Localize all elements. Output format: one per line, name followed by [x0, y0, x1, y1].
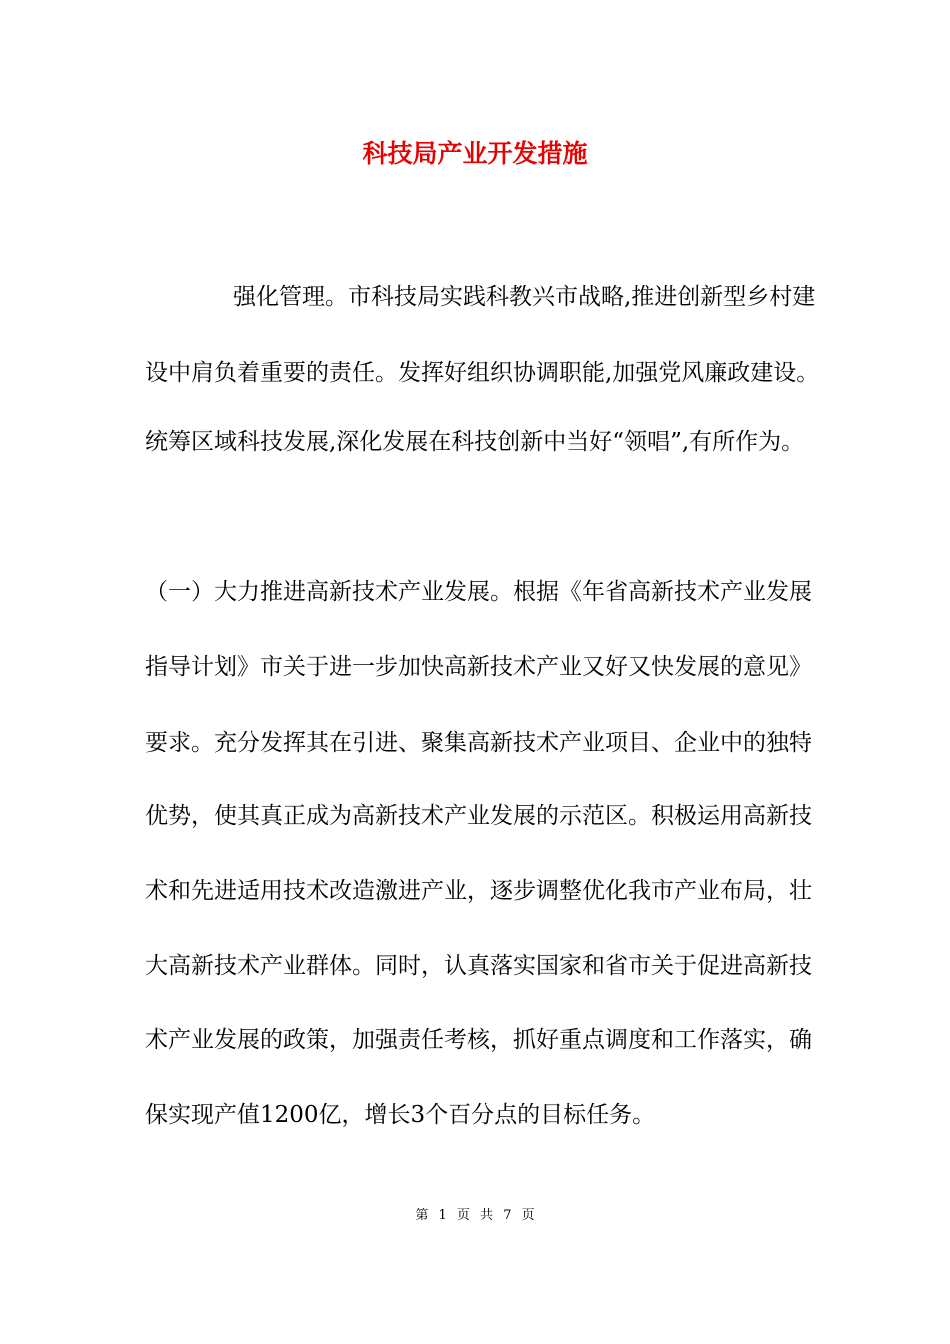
page-footer: 第 1 页 共 7 页 [415, 1208, 535, 1223]
paragraph-line: 设中肩负着重要的责任。发挥好组织协调职能,加强党风廉政建设。 [145, 360, 820, 386]
paragraph-line: （一）大力推进高新技术产业发展。根据《年省高新技术产业发展 [145, 579, 812, 605]
document-title: 科技局产业开发措施 [362, 139, 588, 168]
paragraph-line: 要求。充分发挥其在引进、聚集高新技术产业项目、企业中的独特 [145, 730, 812, 756]
paragraph-line: 保实现产值1200亿，增长3个百分点的目标任务。 [145, 1102, 656, 1128]
paragraph-line: 统筹区域科技发展,深化发展在科技创新中当好“领唱”,有所作为。 [145, 429, 805, 455]
paragraph-line: 术和先进适用技术改造激进产业，逐步调整优化我市产业布局，壮 [145, 878, 812, 904]
paragraph-line: 强化管理。市科技局实践科教兴市战略,推进创新型乡村建 [233, 284, 816, 310]
paragraph-line: 大高新技术产业群体。同时，认真落实国家和省市关于促进高新技 [145, 953, 812, 979]
paragraph-line: 优势，使其真正成为高新技术产业发展的示范区。积极运用高新技 [145, 803, 812, 829]
paragraph-line: 指导计划》市关于进一步加快高新技术产业又好又快发展的意见》 [145, 654, 812, 680]
paragraph-line: 术产业发展的政策，加强责任考核，抓好重点调度和工作落实，确 [145, 1027, 812, 1053]
